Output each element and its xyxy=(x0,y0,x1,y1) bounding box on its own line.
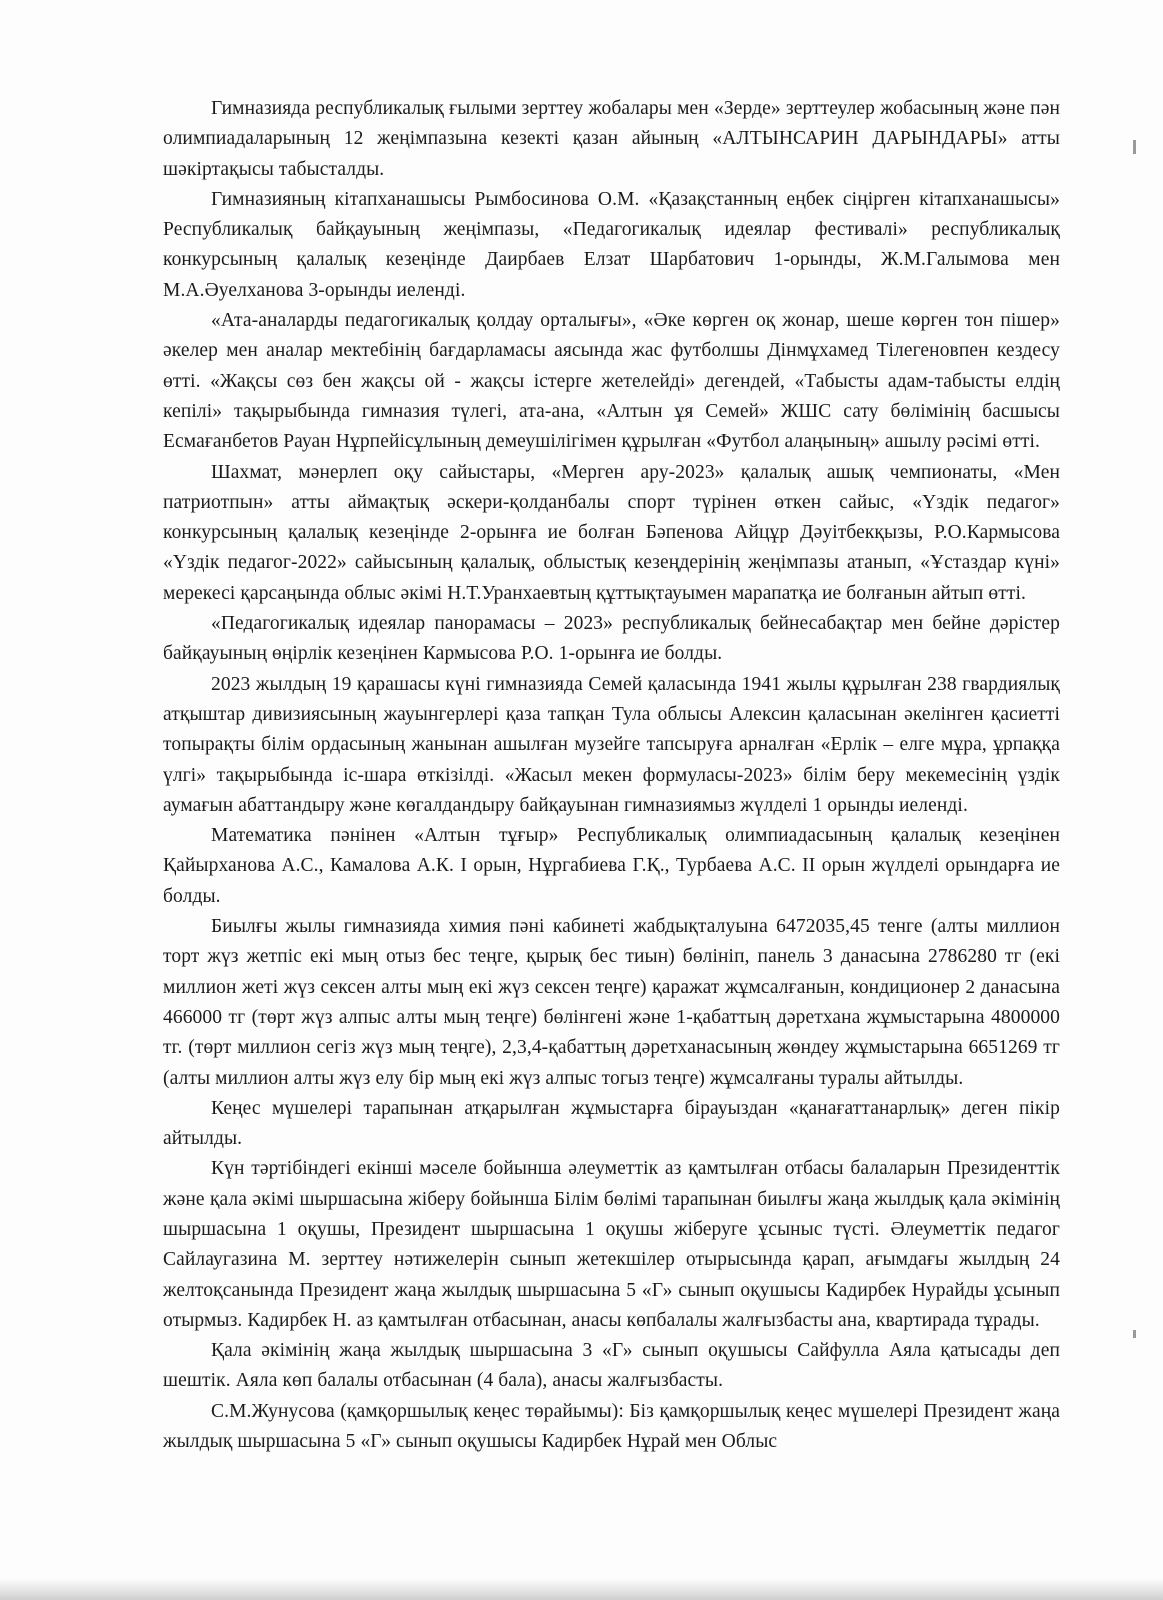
paragraph-expenses: Биылғы жылы гимназияда химия пәні кабинеті жабдықталуына 6472035,45 тенге (алты миллион торт жүз жетпіс екі мың отыз бес теңге, қырық бес тиын) бөлініп, панель 3 данасына 2786280 тг (екі миллион жеті жүз сексен алты мың екі жүз сексен теңге) қаражат жұмсалғанын, кондиционер 2 данасына 466000 тг (төрт жүз алпыс алты мың теңге) бөлінгені және 1-қабаттың дәретхана жұмыстарына 4800000 тг. (төрт миллион сегіз жүз мың теңге), 2,3,4-қабаттың дәретханасының жөндеу жұмыстарына 6651269 тг (алты миллион алты жүз елу бір мың екі жүз алпыс тогыз теңге) жұмсалғаны туралы айтылды. xyxy=(163,916,1060,1089)
scan-bottom-edge xyxy=(0,1578,1163,1600)
paragraph-competitions: Шахмат, мәнерлеп оқу сайыстары, «Мерген ару-2023» қалалық ашық чемпионаты, «Мен патриотпын» атты аймақтық әскери-қолданбалы спорт түрінен өткен сайыс, «Үздік педагог» конкурсының қалалық кезеңінде 2-орынға ие болған Бәпенова Айцұр Дәуітбекқызы, Р.О.Кармысова «Үздік педагог-2022» сайысының қалалық, облыстық кезеңдерінің жеңімпазы атанып, «Ұстаздар күні» мерекесі қарсаңында облыс әкімі Н.Т.Уранхаевтың құттықтауымен марапатқа ие болғанын айтып өтті. xyxy=(163,461,1060,604)
paragraph-math-olympiad: Математика пәнінен «Алтын тұғыр» Республикалық олимпиадасының қалалық кезеңінен Қайырханова А.С., Камалова А.К. I орын, Нұргабиева Г.Қ., Турбаева А.С. II орын жүлделі орындарға ие болды. xyxy=(163,825,1060,907)
paragraph-council-opinion: Кеңес мүшелері тарапынан атқарылған жұмыстарға бірауыздан «қанағаттанарлық» деген пікір айтылды. xyxy=(163,1097,1060,1150)
paragraph-video-lessons: «Педагогикалық идеялар панорамасы – 2023» республикалық бейнесабақтар мен бейне дәрістер байқауының өңірлік кезеңінен Кармысова Р.О. 1-орынға ие болды. xyxy=(163,613,1060,665)
scan-mark xyxy=(1133,1330,1136,1338)
scan-mark xyxy=(1133,140,1136,154)
paragraph-museum-event: 2023 жылдың 19 қарашасы күні гимназияда Семей қаласында 1941 жылы құрылған 238 гвардиялық атқыштар дивизиясының жауынгерлері қаза тапқан Тула облысы Алексин қаласынан әкелінген қасиетті топырақты білім ордасының жанынан ашылған музейге тапсыруға арналған «Ерлік – елге мұра, ұрпаққа үлгі» тақырыбында іс-шара өткізілді. «Жасыл мекен формуласы-2023» білім беру мекемесінің үздік аумағын абаттандыру және көгалдандыру байқауынан гимназиямыз жүлделі 1 орынды иеленді. xyxy=(163,673,1060,816)
paragraph-parents-support: «Ата-аналарды педагогикалық қолдау орталығы», «Әке көрген оқ жонар, шеше көрген тон пішер» әкелер мен аналар мектебінің бағдарламасы аясында жас футболшы Дінмұхамед Тілегеновпен кездесу өтті. «Жақсы сөз бен жақсы ой - жақсы істерге жетелейді» дегендей, «Табысты адам-табысты елдің кепілі» тақырыбында гимназия түлегі, ата-ана, «Алтын ұя Семей» ЖШС сату бөлімінің басшысы Есмағанбетов Рауан Нұрпейісұлының демеушілігімен құрылған «Футбол алаңының» ашылу рәсімі өтті. xyxy=(163,310,1060,453)
paragraph-chairwoman: С.М.Жунусова (қамқоршылық кеңес төрайымы): Біз қамқоршылық кеңес мүшелері Президент жаңа жылдық шыршасына 5 «Г» сынып оқушысы Кадирбек Нұрай мен Облыс xyxy=(163,1400,1060,1453)
paragraph-scholarship: Гимназияда республикалық ғылыми зерттеу жобалары мен «Зерде» зерттеулер жобасының және пән олимпиадаларының 12 жеңімпазына кезекті қазан айының «АЛТЫНСАРИН ДАРЫНДАРЫ» атты шәкіртақысы табысталды. xyxy=(163,98,1060,180)
document-body xyxy=(163,94,1060,1457)
paragraph-second-issue: Күн тәртібіндегі екінші мәселе бойынша әлеуметтік аз қамтылған отбасы балаларын Президенттік және қала әкімі шыршасына жіберу бойынша Білім бөлімі тарапынан биылғы жаңа жылдық қала әкімінің шыршасына 1 оқушы, Президент шыршасына 1 оқушы жіберуге ұсыныс түсті. Әлеуметтік педагог Сайлаугазина М. зерттеу нәтижелерін сынып жетекшілер отырысында қарап, ағымдағы жылдың 24 желтоқсанында Президент жаңа жылдық шыршасына 5 «Г» сынып оқушысы Кадирбек Нурайды ұсынып отырмыз. Кадирбек Н. аз қамтылған отбасынан, анасы көпбалалы жалғызбасты ана, квартирада тұрады. xyxy=(163,1158,1060,1331)
paragraph-city-tree: Қала әкімінің жаңа жылдық шыршасына 3 «Г» сынып оқушысы Сайфулла Аяла қатысады деп шештік. Аяла көп балалы отбасынан (4 бала), анасы жалғызбасты. xyxy=(163,1340,1060,1392)
paragraph-librarian: Гимназияның кітапханашысы Рымбосинова О.М. «Қазақстанның еңбек сіңірген кітапханашысы» Республикалық байқауының жеңімпазы, «Педагогикалық идеялар фестивалі» республикалық конкурсының қалалық кезеңінде Даирбаев Елзат Шарбатович 1-орынды, Ж.М.Галымова мен М.А.Әуелханова 3-орынды иеленді. xyxy=(163,188,1060,301)
